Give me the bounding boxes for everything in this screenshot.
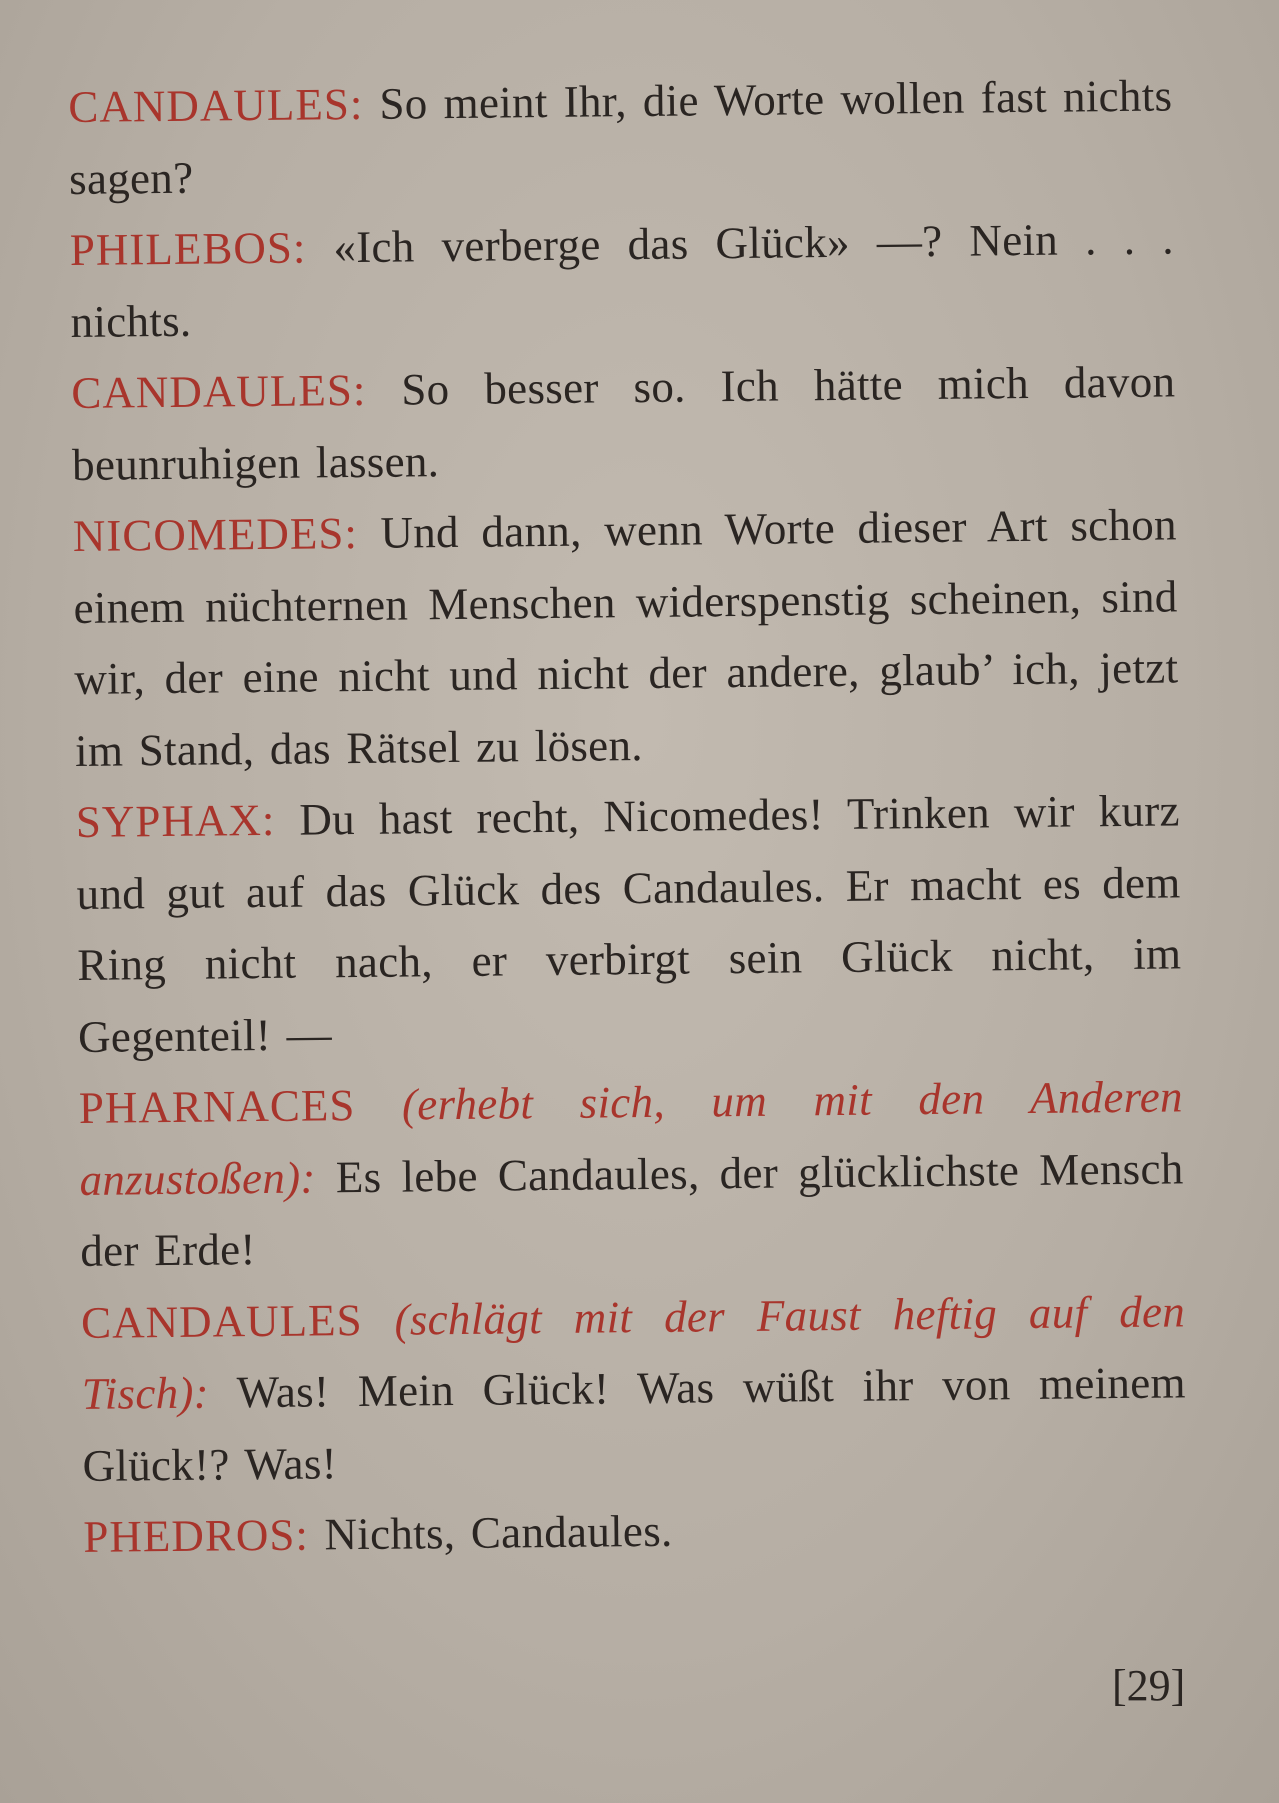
speech-text: Und dann, wenn Worte dieser Art schon einem nüchternen Menschen widerspenstig scheinen, sind wir, der eine nicht und nicht der andere, glaub’ ich, jetzt im Stand, das Rätsel zu lösen. (73, 499, 1179, 776)
speech-text: Was! Mein Glück! Was wüßt ihr von meinem Glück!? Was! (82, 1357, 1187, 1491)
speech-text: Du hast recht, Nicomedes! Trinken wir kurz und gut auf das Glück des Candaules. Er macht es dem Ring nicht nach, er verbirgt sein Glück nicht, im Gegenteil! — (76, 785, 1182, 1062)
stage-direction: (schlägt mit der Faust heftig auf den Tisch): (81, 1285, 1186, 1419)
speaker-name: PHEDROS: (83, 1509, 310, 1562)
speech-text: So meint Ihr, die Worte wollen fast nichts sagen? (68, 70, 1173, 204)
speech-nicomedes (72, 489, 1179, 787)
speech-candaules-1 (68, 60, 1173, 215)
speaker-name: PHILEBOS: (69, 222, 307, 275)
speech-candaules-3 (81, 1276, 1187, 1502)
speaker-name: CANDAULES: (71, 364, 367, 418)
speech-text: Nichts, Candaules. (324, 1505, 673, 1560)
speaker-name: SYPHAX: (75, 794, 276, 847)
speech-phedros (83, 1490, 1188, 1573)
speech-candaules-2 (71, 346, 1176, 501)
stage-direction: (erhebt sich, um mit den Anderen anzustoßen): (79, 1071, 1184, 1205)
speech-text: Es lebe Candaules, der glücklichste Mensch der Erde! (80, 1142, 1184, 1276)
speech-pharnaces (78, 1061, 1184, 1287)
page-body (68, 60, 1188, 1573)
speech-philebos (69, 203, 1174, 358)
speech-syphax (75, 775, 1182, 1073)
speaker-name: NICOMEDES: (72, 507, 359, 561)
speech-text: So besser so. Ich hätte mich davon beunruhigen lassen. (71, 356, 1176, 490)
speaker-name: CANDAULES (80, 1294, 363, 1348)
speaker-name: PHARNACES (78, 1080, 356, 1133)
speaker-name: CANDAULES: (68, 78, 364, 132)
speech-text: «Ich verberge das Glück» —? Nein . . . nichts. (70, 213, 1175, 347)
page-number: [29] (1112, 1661, 1186, 1710)
